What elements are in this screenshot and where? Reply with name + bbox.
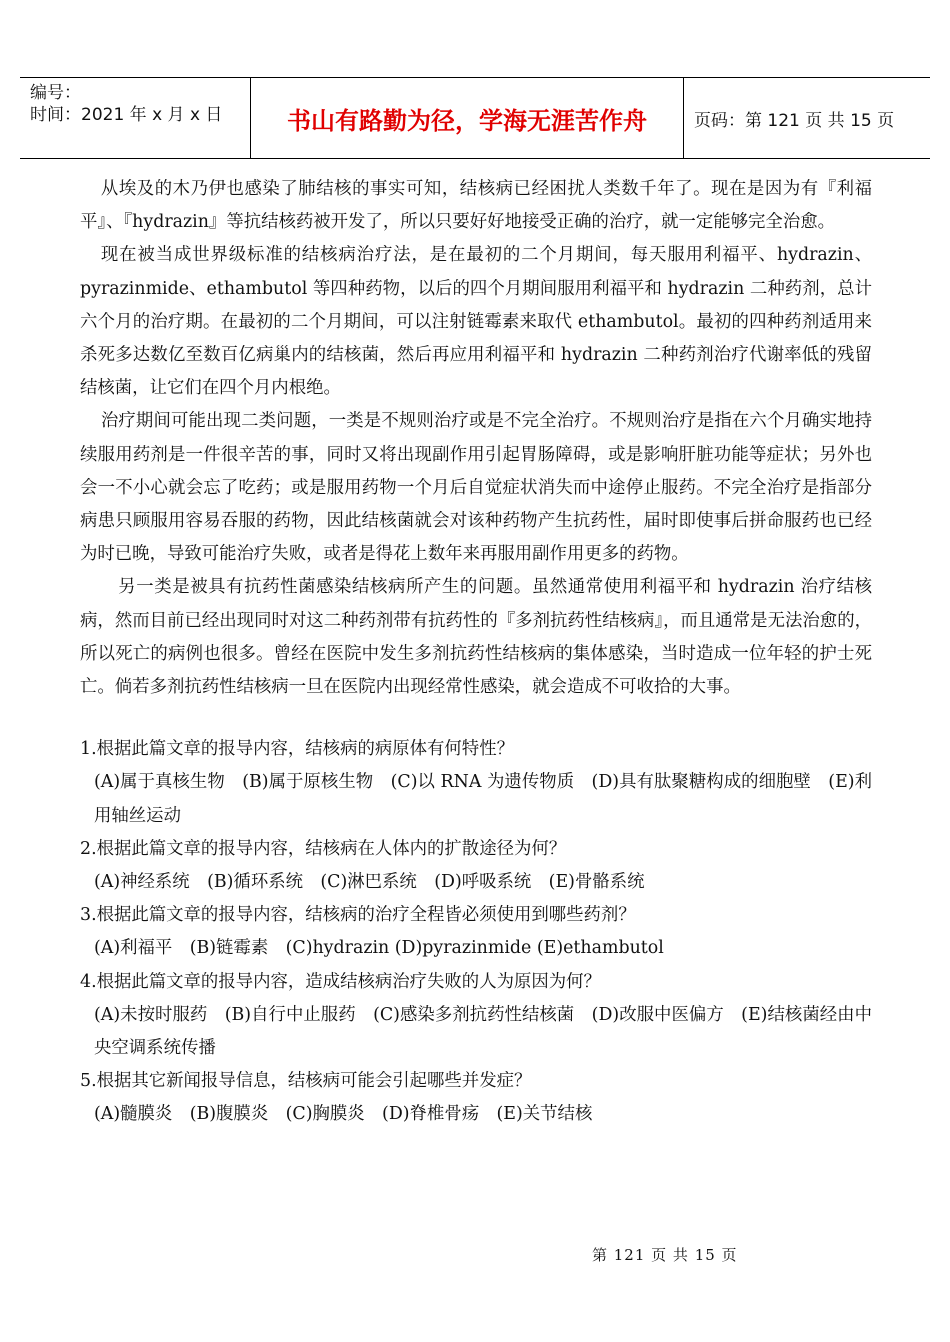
question-3: 3.根据此篇文章的报导内容，结核病的治疗全程皆必须使用到哪些药剂？ bbox=[80, 905, 636, 926]
question-5-options: (A)髓膜炎 (B)腹膜炎 (C)胸膜炎 (D)脊椎骨疡 (E)关节结核 bbox=[94, 1104, 593, 1125]
question-2-options: (A)神经系统 (B)循环系统 (C)淋巴系统 (D)呼吸系统 (E)骨骼系统 bbox=[94, 872, 645, 893]
header-motto: 书山有路勤为径，学海无涯苦作舟 bbox=[251, 78, 684, 158]
question-4: 4.根据此篇文章的报导内容，造成结核病治疗失败的人为原因为何？ bbox=[80, 971, 601, 992]
article-paragraph-2: 现在被当成世界级标准的结核病治疗法，是在最初的二个月期间，每天服用利福平、hydrazin、pyrazinmide、ethambutol 等四种药物，以后的四个月期间服用利福平和 hydrazin 二种药剂，总计六个月的治疗期。在最初的二个月期间，可以注射链霉素来取代 ethambutol。最初的四种药剂适用来杀死多达数亿至数百亿病巢内的结核菌，然后再应用利福平和 hydrazin 二种药剂治疗代谢率低的残留结核菌，让它们在四个月内根绝。 bbox=[80, 245, 872, 399]
article-paragraph-4: 另一类是被具有抗药性菌感染结核病所产生的问题。虽然通常使用利福平和 hydrazin 治疗结核病，然而目前已经出现同时对这二种药剂带有抗药性的『多剂抗药性结核病』，而且通常是无法治愈的，所以死亡的病例也很多。曾经在医院中发生多剂抗药性结核病的集体感染，当时造成一位年轻的护士死亡。倘若多剂抗药性结核病一旦在医院内出现经常性感染，就会造成不可收拾的大事。 bbox=[80, 577, 872, 698]
section-gap bbox=[80, 704, 872, 733]
header-page-info: 页码：第 121 页 共 15 页 bbox=[694, 110, 895, 131]
article-paragraph-3: 治疗期间可能出现二类问题，一类是不规则治疗或是不完全治疗。不规则治疗是指在六个月确实地持续服用药剂是一件很辛苦的事，同时又将出现副作用引起胃肠障碍，或是影响肝脏功能等症状；另外也会一不小心就会忘了吃药；或是服用药物一个月后自觉症状消失而中途停止服药。不完全治疗是指部分病患只顾服用容易吞服的药物，因此结核菌就会对该种药物产生抗药性，届时即使事后拼命服药也已经为时已晚，导致可能治疗失败，或者是得花上数年来再服用副作用更多的药物。 bbox=[80, 411, 872, 565]
document-time: 时间：2021 年 x 月 x 日 bbox=[30, 105, 223, 125]
question-2: 2.根据此篇文章的报导内容，结核病在人体内的扩散途径为何？ bbox=[80, 838, 567, 859]
question-1-options: (A)属于真核生物 (B)属于原核生物 (C)以 RNA 为遗传物质 (D)具有肽聚糖构成的细胞壁 (E)利用轴丝运动 bbox=[94, 772, 872, 826]
page-header bbox=[20, 77, 930, 159]
question-4-options: (A)未按时服药 (B)自行中止服药 (C)感染多剂抗药性结核菌 (D)改服中医偏方 (E)结核菌经由中央空调系统传播 bbox=[94, 1004, 872, 1059]
article-paragraph-1: 从埃及的木乃伊也感染了肺结核的事实可知，结核病已经困扰人类数千年了。现在是因为有『利福平』、『hydrazin』等抗结核药被开发了，所以只要好好地接受正确的治疗，就一定能够完全治愈。 bbox=[80, 179, 872, 233]
question-list bbox=[80, 733, 872, 1131]
header-meta bbox=[20, 78, 251, 158]
question-3-options: (A)利福平 (B)链霉素 (C)hydrazin (D)pyrazinmide (E)ethambutol bbox=[94, 938, 664, 959]
document-body bbox=[80, 173, 872, 1132]
question-5: 5.根据其它新闻报导信息，结核病可能会引起哪些并发症？ bbox=[80, 1071, 532, 1092]
question-1: 1.根据此篇文章的报导内容，结核病的病原体有何特性？ bbox=[80, 739, 514, 760]
page-footer: 第 121 页 共 15 页 bbox=[592, 1246, 738, 1264]
document-number-label: 编号： bbox=[30, 83, 81, 103]
